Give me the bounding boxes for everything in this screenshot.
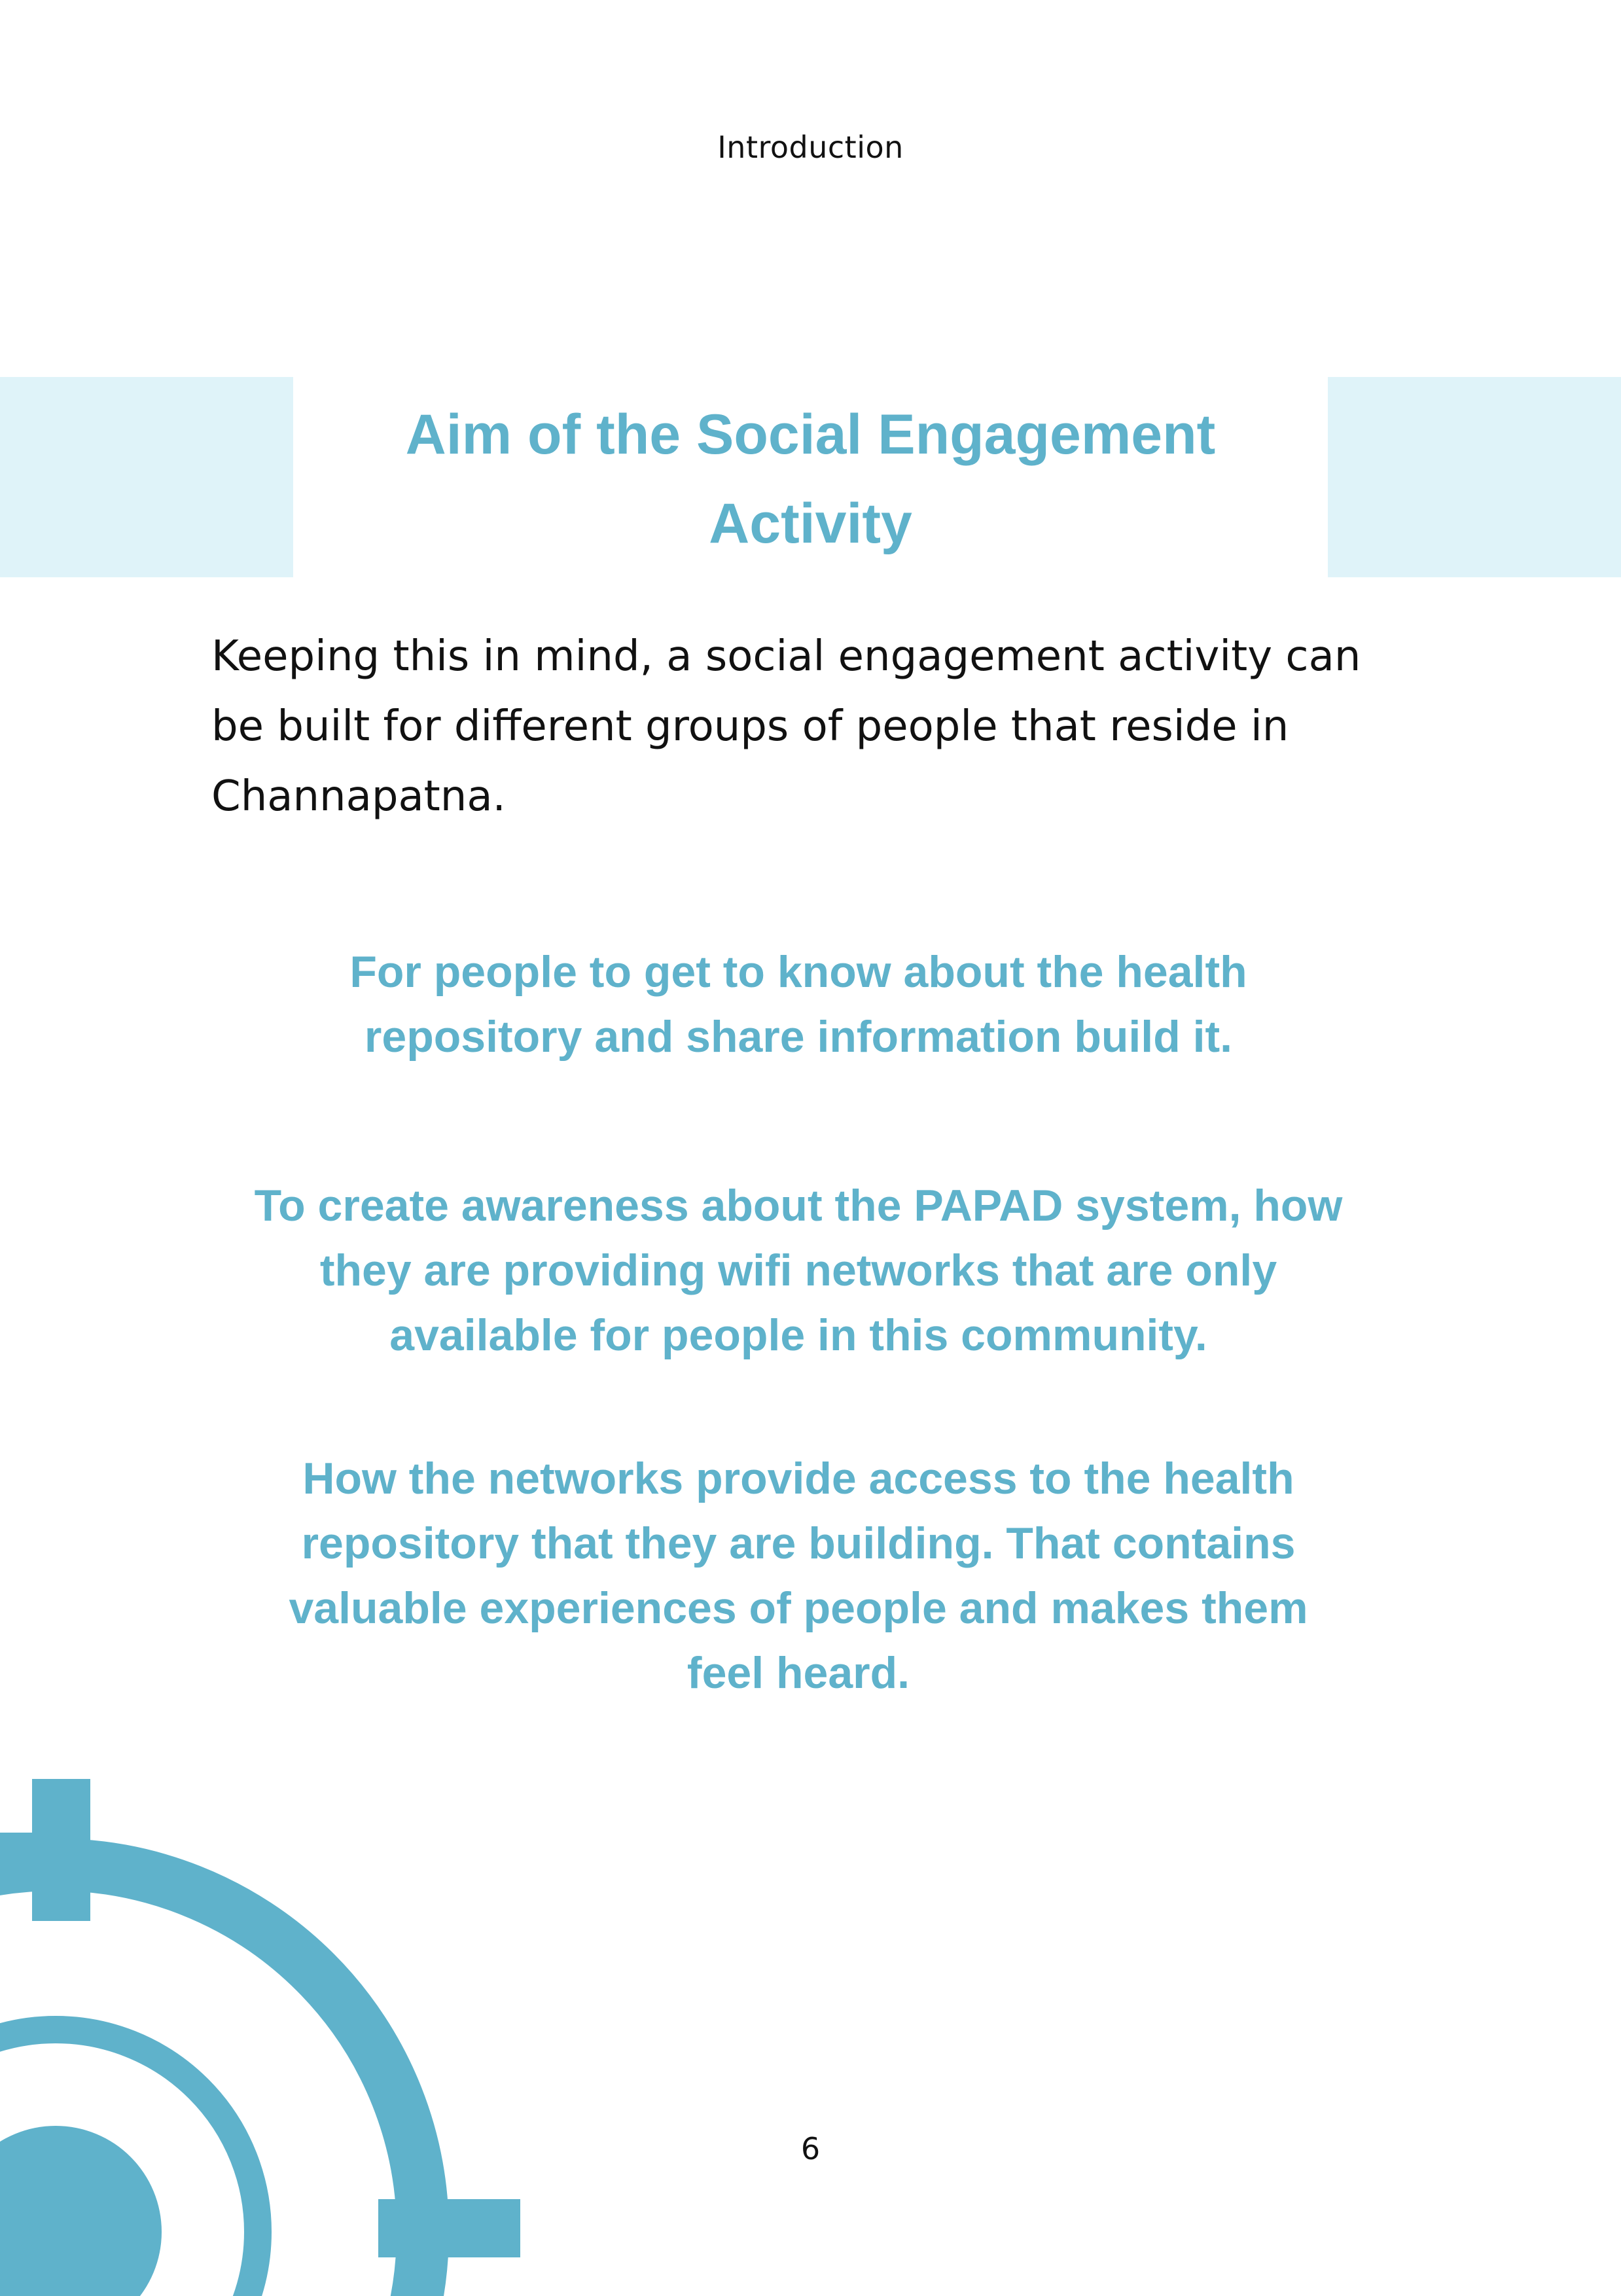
section-title-line-2: Activity — [709, 492, 912, 555]
aim-item-3: How the networks provide access to the health repository that they are building. That contains valuable experiences of people and makes them feel heard. — [289, 1454, 1308, 1698]
right-marker — [378, 2199, 520, 2257]
top-marker-crossbar — [0, 1833, 90, 1869]
title-band-right — [1328, 377, 1621, 577]
running-head: Introduction — [717, 130, 904, 165]
intro-paragraph: Keeping this in mind, a social engagement activity can be built for different groups of people that reside in Channapatna. — [211, 632, 1361, 821]
section-title-line-1: Aim of the Social Engagement — [405, 403, 1216, 466]
page-number: 6 — [800, 2131, 821, 2166]
concentric-target-decoration — [0, 1767, 537, 2296]
aim-item-2: To create awareness about the PAPAD system, how they are providing wifi networks that are only available for people in this community. — [254, 1181, 1343, 1360]
aim-item-1: For people to get to know about the health repository and share information build it. — [349, 947, 1247, 1062]
section-title — [293, 390, 1328, 568]
title-band-left — [0, 377, 293, 577]
